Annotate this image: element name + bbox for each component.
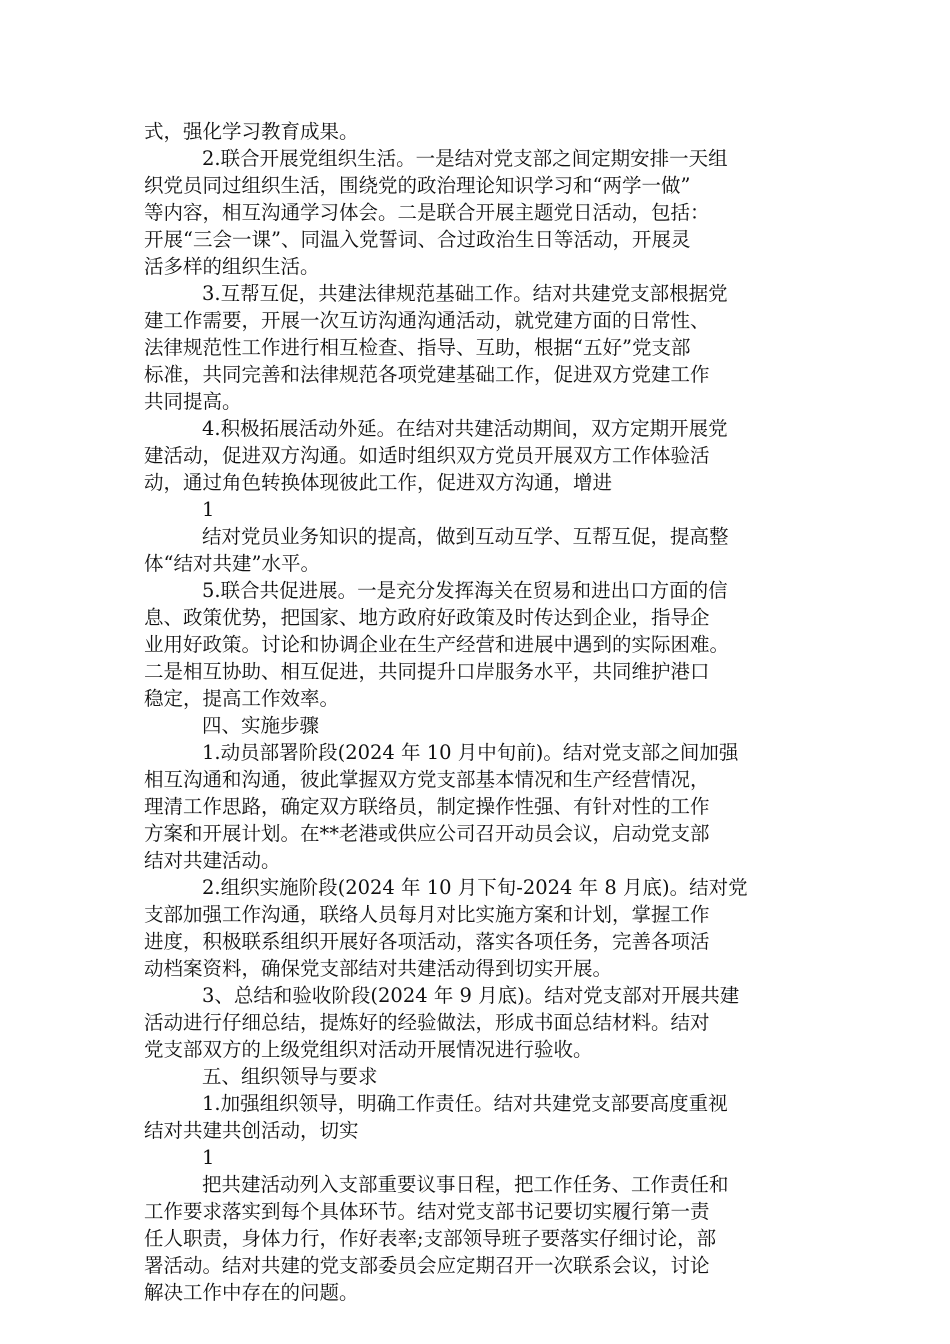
text-line: 动档案资料，确保党支部结对共建活动得到切实开展。: [144, 957, 613, 980]
text-line: 息、政策优势，把国家、地方政府好政策及时传达到企业，指导企: [144, 606, 710, 629]
paragraph-start: 4.积极拓展活动外延。在结对共建活动期间，双方定期开展党: [202, 417, 728, 440]
text-line: 业用好政策。讨论和协调企业在生产经营和进展中遇到的实际困难。: [144, 633, 730, 656]
text-line: 建工作需要，开展一次互访沟通沟通活动，就党建方面的日常性、: [144, 309, 710, 332]
text-line: 体“结对共建”水平。: [144, 552, 320, 575]
text-line: 署活动。结对共建的党支部委员会应定期召开一次联系会议，讨论: [144, 1254, 710, 1277]
paragraph-start: 1.加强组织领导，明确工作责任。结对共建党支部要高度重视: [202, 1092, 728, 1115]
page-number: 1: [202, 498, 215, 521]
paragraph-start: 把共建活动列入支部重要议事日程，把工作任务、工作责任和: [202, 1173, 729, 1196]
text-line: 建活动，促进双方沟通。如适时组织双方党员开展双方工作体验活: [144, 444, 710, 467]
text-line: 活动进行仔细总结，提炼好的经验做法，形成书面总结材料。结对: [144, 1011, 710, 1034]
section-heading: 五、组织领导与要求: [202, 1065, 378, 1088]
text-line: 稳定，提高工作效率。: [144, 687, 340, 710]
page-number: 1: [202, 1146, 215, 1169]
text-line: 结对共建共创活动，切实: [144, 1119, 359, 1142]
paragraph-start: 1.动员部署阶段(2024 年 10 月中旬前)。结对党支部之间加强: [202, 741, 739, 764]
text-line: 支部加强工作沟通，联络人员每月对比实施方案和计划，掌握工作: [144, 903, 710, 926]
text-line: 任人职责，身体力行，作好表率;支部领导班子要落实仔细讨论，部: [144, 1227, 717, 1250]
text-line: 活多样的组织生活。: [144, 255, 320, 278]
text-line: 织党员同过组织生活，围绕党的政治理论知识学习和“两学一做”: [144, 174, 691, 197]
text-line: 工作要求落实到每个具体环节。结对党支部书记要切实履行第一责: [144, 1200, 710, 1223]
text-line: 方案和开展计划。在**老港或供应公司召开动员会议，启动党支部: [144, 822, 710, 845]
text-line: 二是相互协助、相互促进，共同提升口岸服务水平，共同维护港口: [144, 660, 710, 683]
text-line: 标准，共同完善和法律规范各项党建基础工作，促进双方党建工作: [144, 363, 710, 386]
text-line: 理清工作思路，确定双方联络员，制定操作性强、有针对性的工作: [144, 795, 710, 818]
text-line: 结对共建活动。: [144, 849, 281, 872]
paragraph-start: 3、总结和验收阶段(2024 年 9 月底)。结对党支部对开展共建: [202, 984, 740, 1007]
document-page: [144, 118, 810, 1306]
text-line: 式，强化学习教育成果。: [144, 120, 359, 143]
paragraph-start: 5.联合共促进展。一是充分发挥海关在贸易和进出口方面的信: [202, 579, 728, 602]
section-heading: 四、实施步骤: [202, 714, 320, 737]
text-line: 等内容，相互沟通学习体会。二是联合开展主题党日活动，包括：: [144, 201, 710, 224]
text-line: 开展“三会一课”、同温入党誓词、合过政治生日等活动，开展灵: [144, 228, 691, 251]
text-line: 相互沟通和沟通，彼此掌握双方党支部基本情况和生产经营情况，: [144, 768, 710, 791]
paragraph-start: 结对党员业务知识的提高，做到互动互学、互帮互促，提高整: [202, 525, 729, 548]
text-line: 解决工作中存在的问题。: [144, 1281, 359, 1304]
paragraph-start: 2.组织实施阶段(2024 年 10 月下旬-2024 年 8 月底)。结对党: [202, 876, 748, 899]
paragraph-start: 3.互帮互促，共建法律规范基础工作。结对共建党支部根据党: [202, 282, 728, 305]
paragraph-start: 2.联合开展党组织生活。一是结对党支部之间定期安排一天组: [202, 147, 728, 170]
text-line: 动，通过角色转换体现彼此工作，促进双方沟通，增进: [144, 471, 613, 494]
text-line: 法律规范性工作进行相互检查、指导、互助，根据“五好”党支部: [144, 336, 691, 359]
text-line: 共同提高。: [144, 390, 242, 413]
text-line: 党支部双方的上级党组织对活动开展情况进行验收。: [144, 1038, 593, 1061]
text-line: 进度，积极联系组织开展好各项活动，落实各项任务，完善各项活: [144, 930, 710, 953]
